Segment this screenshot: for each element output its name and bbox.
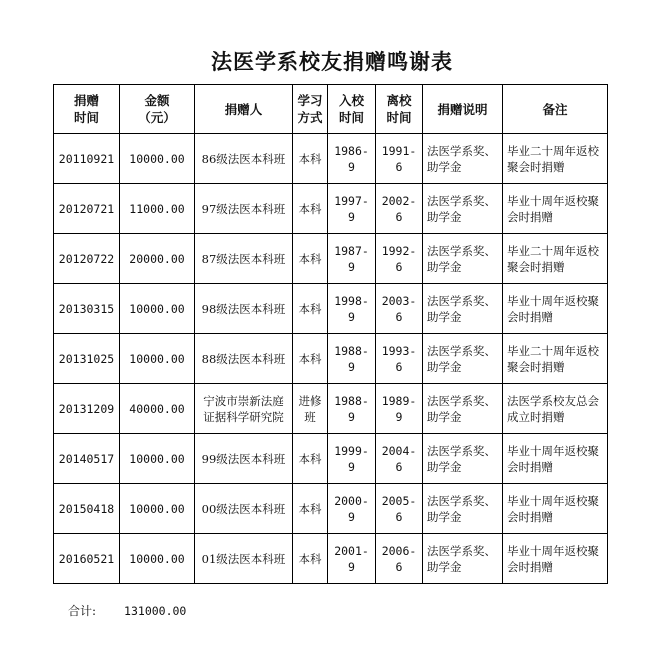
cell-donation-date: 20131209 bbox=[54, 384, 120, 434]
cell-amount: 10000.00 bbox=[120, 334, 195, 384]
cell-leave-date: 1989-9 bbox=[376, 384, 423, 434]
cell-amount: 10000.00 bbox=[120, 134, 195, 184]
table-body bbox=[54, 134, 608, 584]
cell-remarks: 毕业二十周年返校聚会时捐赠 bbox=[503, 334, 608, 384]
cell-study-mode: 本科 bbox=[293, 184, 328, 234]
table-row bbox=[54, 334, 608, 384]
table-row bbox=[54, 484, 608, 534]
cell-leave-date: 2003-6 bbox=[376, 284, 423, 334]
header-description: 捐赠说明 bbox=[423, 85, 503, 134]
cell-study-mode: 本科 bbox=[293, 284, 328, 334]
cell-donor: 98级法医本科班 bbox=[195, 284, 293, 334]
cell-enroll-date: 1988-9 bbox=[328, 334, 376, 384]
cell-donation-date: 20120721 bbox=[54, 184, 120, 234]
cell-donor: 99级法医本科班 bbox=[195, 434, 293, 484]
table-row bbox=[54, 134, 608, 184]
cell-amount: 20000.00 bbox=[120, 234, 195, 284]
cell-enroll-date: 1998-9 bbox=[328, 284, 376, 334]
header-enroll-date: 入校 时间 bbox=[328, 85, 376, 134]
cell-amount: 10000.00 bbox=[120, 534, 195, 584]
total-label: 合计: bbox=[68, 604, 97, 618]
cell-amount: 10000.00 bbox=[120, 434, 195, 484]
cell-enroll-date: 1987-9 bbox=[328, 234, 376, 284]
cell-donor: 00级法医本科班 bbox=[195, 484, 293, 534]
cell-study-mode: 本科 bbox=[293, 534, 328, 584]
table-row bbox=[54, 434, 608, 484]
cell-description: 法医学系奖、助学金 bbox=[423, 184, 503, 234]
header-remarks: 备注 bbox=[503, 85, 608, 134]
cell-leave-date: 1993-6 bbox=[376, 334, 423, 384]
cell-donation-date: 20110921 bbox=[54, 134, 120, 184]
page-title: 法医学系校友捐赠鸣谢表 bbox=[211, 49, 453, 74]
cell-enroll-date: 2000-9 bbox=[328, 484, 376, 534]
cell-remarks: 毕业二十周年返校聚会时捐赠 bbox=[503, 234, 608, 284]
cell-donation-date: 20150418 bbox=[54, 484, 120, 534]
cell-study-mode: 进修班 bbox=[293, 384, 328, 434]
cell-donation-date: 20120722 bbox=[54, 234, 120, 284]
table-row bbox=[54, 184, 608, 234]
cell-enroll-date: 1997-9 bbox=[328, 184, 376, 234]
cell-enroll-date: 1986-9 bbox=[328, 134, 376, 184]
cell-donor: 97级法医本科班 bbox=[195, 184, 293, 234]
cell-amount: 10000.00 bbox=[120, 284, 195, 334]
cell-enroll-date: 2001-9 bbox=[328, 534, 376, 584]
cell-donor: 宁波市崇新法庭证据科学研究院 bbox=[195, 384, 293, 434]
cell-remarks: 毕业十周年返校聚会时捐赠 bbox=[503, 284, 608, 334]
cell-remarks: 毕业十周年返校聚会时捐赠 bbox=[503, 434, 608, 484]
cell-donation-date: 20160521 bbox=[54, 534, 120, 584]
cell-donation-date: 20131025 bbox=[54, 334, 120, 384]
cell-donor: 88级法医本科班 bbox=[195, 334, 293, 384]
cell-donor: 86级法医本科班 bbox=[195, 134, 293, 184]
cell-leave-date: 2006-6 bbox=[376, 534, 423, 584]
table-row bbox=[54, 284, 608, 334]
cell-leave-date: 1991-6 bbox=[376, 134, 423, 184]
header-donor: 捐赠人 bbox=[195, 85, 293, 134]
cell-remarks: 法医学系校友总会成立时捐赠 bbox=[503, 384, 608, 434]
cell-description: 法医学系奖、助学金 bbox=[423, 134, 503, 184]
cell-description: 法医学系奖、助学金 bbox=[423, 384, 503, 434]
cell-leave-date: 2005-6 bbox=[376, 484, 423, 534]
total-row bbox=[68, 602, 186, 619]
cell-donation-date: 20140517 bbox=[54, 434, 120, 484]
cell-study-mode: 本科 bbox=[293, 484, 328, 534]
cell-remarks: 毕业二十周年返校聚会时捐赠 bbox=[503, 134, 608, 184]
cell-description: 法医学系奖、助学金 bbox=[423, 234, 503, 284]
table-row bbox=[54, 234, 608, 284]
header-study-mode: 学习 方式 bbox=[293, 85, 328, 134]
cell-description: 法医学系奖、助学金 bbox=[423, 434, 503, 484]
header-amount: 金额 （元） bbox=[120, 85, 195, 134]
cell-donor: 01级法医本科班 bbox=[195, 534, 293, 584]
cell-leave-date: 2004-6 bbox=[376, 434, 423, 484]
donation-table bbox=[53, 84, 608, 584]
cell-description: 法医学系奖、助学金 bbox=[423, 484, 503, 534]
cell-donation-date: 20130315 bbox=[54, 284, 120, 334]
cell-description: 法医学系奖、助学金 bbox=[423, 284, 503, 334]
cell-study-mode: 本科 bbox=[293, 134, 328, 184]
cell-donor: 87级法医本科班 bbox=[195, 234, 293, 284]
cell-study-mode: 本科 bbox=[293, 334, 328, 384]
cell-enroll-date: 1988-9 bbox=[328, 384, 376, 434]
header-leave-date: 离校 时间 bbox=[376, 85, 423, 134]
cell-remarks: 毕业十周年返校聚会时捐赠 bbox=[503, 484, 608, 534]
cell-description: 法医学系奖、助学金 bbox=[423, 334, 503, 384]
cell-remarks: 毕业十周年返校聚会时捐赠 bbox=[503, 534, 608, 584]
cell-amount: 40000.00 bbox=[120, 384, 195, 434]
total-amount: 131000.00 bbox=[124, 604, 187, 618]
table-row bbox=[54, 384, 608, 434]
cell-leave-date: 1992-6 bbox=[376, 234, 423, 284]
table-header-row bbox=[54, 85, 608, 134]
header-donation-date: 捐赠 时间 bbox=[54, 85, 120, 134]
cell-enroll-date: 1999-9 bbox=[328, 434, 376, 484]
cell-study-mode: 本科 bbox=[293, 434, 328, 484]
cell-study-mode: 本科 bbox=[293, 234, 328, 284]
table-row bbox=[54, 534, 608, 584]
cell-leave-date: 2002-6 bbox=[376, 184, 423, 234]
cell-remarks: 毕业十周年返校聚会时捐赠 bbox=[503, 184, 608, 234]
cell-amount: 11000.00 bbox=[120, 184, 195, 234]
cell-description: 法医学系奖、助学金 bbox=[423, 534, 503, 584]
cell-amount: 10000.00 bbox=[120, 484, 195, 534]
